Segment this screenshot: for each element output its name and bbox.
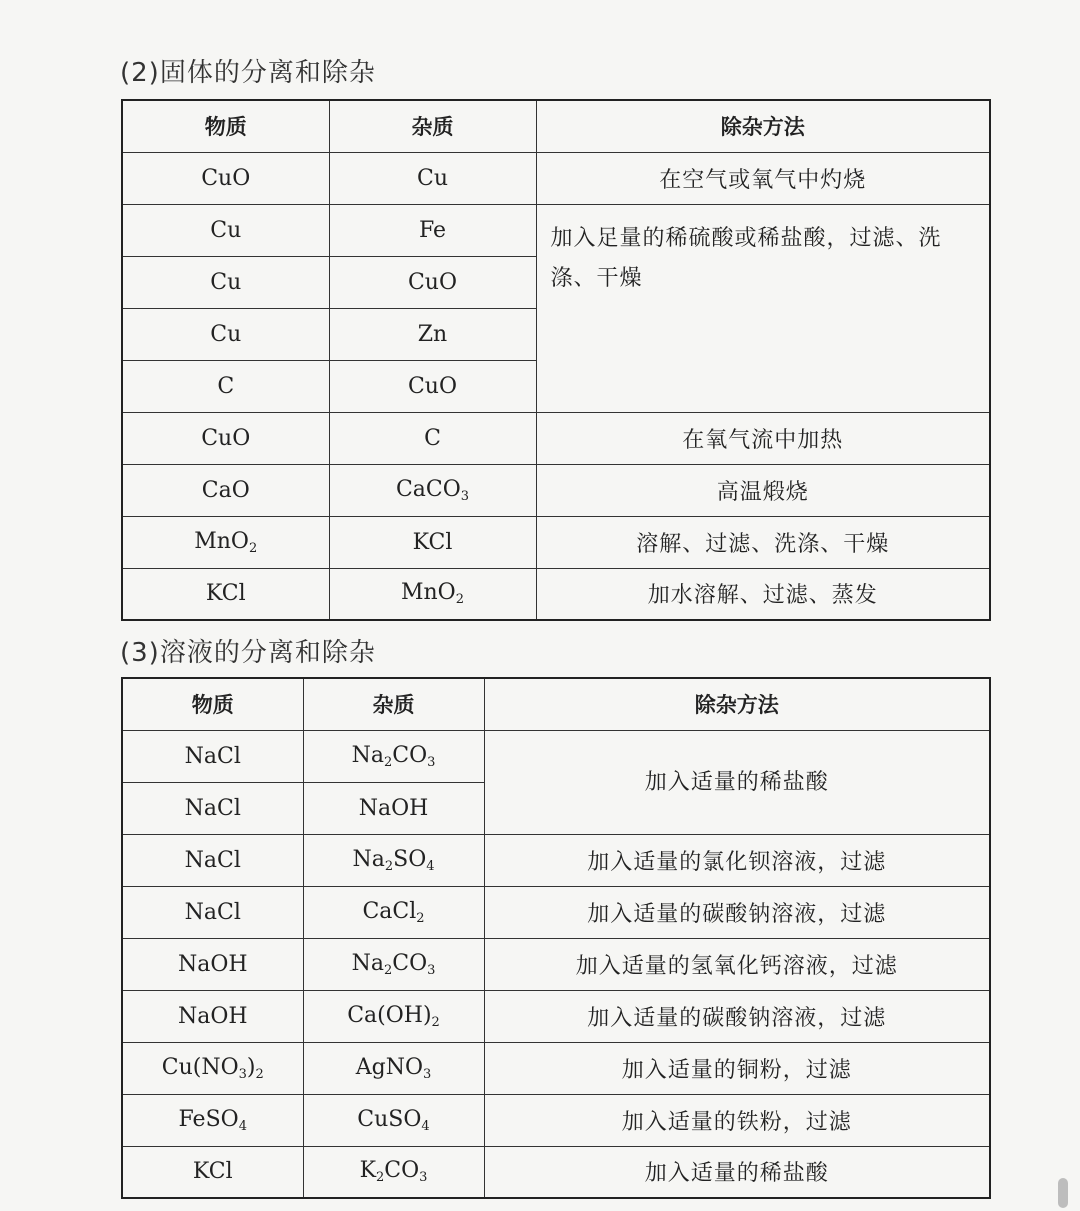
impurity-cell: C	[329, 412, 536, 464]
table-row	[122, 938, 990, 990]
impurity-cell: NaOH	[303, 782, 484, 834]
impurity-cell: CuSO$_4$	[303, 1094, 484, 1146]
substance-cell: Cu	[122, 256, 329, 308]
substance-cell: Cu	[122, 204, 329, 256]
table-row	[122, 412, 990, 464]
impurity-cell: CuO	[329, 256, 536, 308]
substance-cell: $Cu(NO_3)_2$	[122, 1042, 303, 1094]
table-row	[122, 1146, 990, 1198]
table-row	[122, 1094, 990, 1146]
impurity-cell: Cu	[329, 152, 536, 204]
method-cell: 加入适量的氢氧化钙溶液，过滤	[484, 938, 990, 990]
solid-separation-table	[121, 99, 991, 621]
method-cell: 加入适量的铜粉，过滤	[484, 1042, 990, 1094]
table-row	[122, 516, 990, 568]
substance-cell: CaO	[122, 464, 329, 516]
method-cell: 溶解、过滤、洗涤、干燥	[536, 516, 990, 568]
table-row	[122, 204, 990, 256]
table-header-row	[122, 678, 990, 730]
impurity-cell: $Na_2CO_3$	[303, 938, 484, 990]
substance-cell: CuO	[122, 152, 329, 204]
method-cell: 高温煅烧	[536, 464, 990, 516]
impurity-cell: KCl	[329, 516, 536, 568]
impurity-cell: MnO$_2$	[329, 568, 536, 620]
method-cell: 加入适量的氯化钡溶液，过滤	[484, 834, 990, 886]
substance-cell: NaCl	[122, 834, 303, 886]
substance-cell: KCl	[122, 568, 329, 620]
table-row	[122, 834, 990, 886]
substance-cell: NaCl	[122, 782, 303, 834]
table-row	[122, 990, 990, 1042]
table-row	[122, 568, 990, 620]
table-row	[122, 464, 990, 516]
section-3-title: (3)溶液的分离和除杂	[120, 638, 376, 668]
table-row	[122, 886, 990, 938]
method-cell: 加入适量的碳酸钠溶液，过滤	[484, 990, 990, 1042]
impurity-cell: CuO	[329, 360, 536, 412]
solution-separation-table	[121, 677, 991, 1199]
impurity-cell: CaCO$_3$	[329, 464, 536, 516]
method-cell: 在氧气流中加热	[536, 412, 990, 464]
substance-cell: C	[122, 360, 329, 412]
impurity-cell: $Na_2SO_4$	[303, 834, 484, 886]
table-row	[122, 152, 990, 204]
method-cell: 加入适量的碳酸钠溶液，过滤	[484, 886, 990, 938]
impurity-cell: Zn	[329, 308, 536, 360]
impurity-cell: $Ca(OH)_2$	[303, 990, 484, 1042]
header-impurity: 杂质	[329, 100, 536, 152]
header-method: 除杂方法	[484, 678, 990, 730]
merged-method-cell: 加入足量的稀硫酸或稀盐酸，过滤、洗涤、干燥	[536, 204, 990, 412]
header-method: 除杂方法	[536, 100, 990, 152]
header-impurity: 杂质	[303, 678, 484, 730]
method-cell: 加入适量的铁粉，过滤	[484, 1094, 990, 1146]
substance-cell: FeSO$_4$	[122, 1094, 303, 1146]
substance-cell: CuO	[122, 412, 329, 464]
table-row	[122, 730, 990, 782]
substance-cell: NaCl	[122, 730, 303, 782]
method-cell: 加水溶解、过滤、蒸发	[536, 568, 990, 620]
substance-cell: Cu	[122, 308, 329, 360]
substance-cell: NaOH	[122, 938, 303, 990]
substance-cell: KCl	[122, 1146, 303, 1198]
substance-cell: NaCl	[122, 886, 303, 938]
impurity-cell: $Na_2CO_3$	[303, 730, 484, 782]
scrollbar-thumb[interactable]	[1058, 1178, 1068, 1208]
header-substance: 物质	[122, 678, 303, 730]
substance-cell: NaOH	[122, 990, 303, 1042]
table-row	[122, 1042, 990, 1094]
merged-method-cell: 加入适量的稀盐酸	[484, 730, 990, 834]
impurity-cell: CaCl$_2$	[303, 886, 484, 938]
section-2-title: (2)固体的分离和除杂	[120, 58, 376, 88]
impurity-cell: AgNO$_3$	[303, 1042, 484, 1094]
impurity-cell: $K_2CO_3$	[303, 1146, 484, 1198]
substance-cell: MnO$_2$	[122, 516, 329, 568]
method-cell: 在空气或氧气中灼烧	[536, 152, 990, 204]
table-header-row	[122, 100, 990, 152]
impurity-cell: Fe	[329, 204, 536, 256]
method-cell: 加入适量的稀盐酸	[484, 1146, 990, 1198]
header-substance: 物质	[122, 100, 329, 152]
